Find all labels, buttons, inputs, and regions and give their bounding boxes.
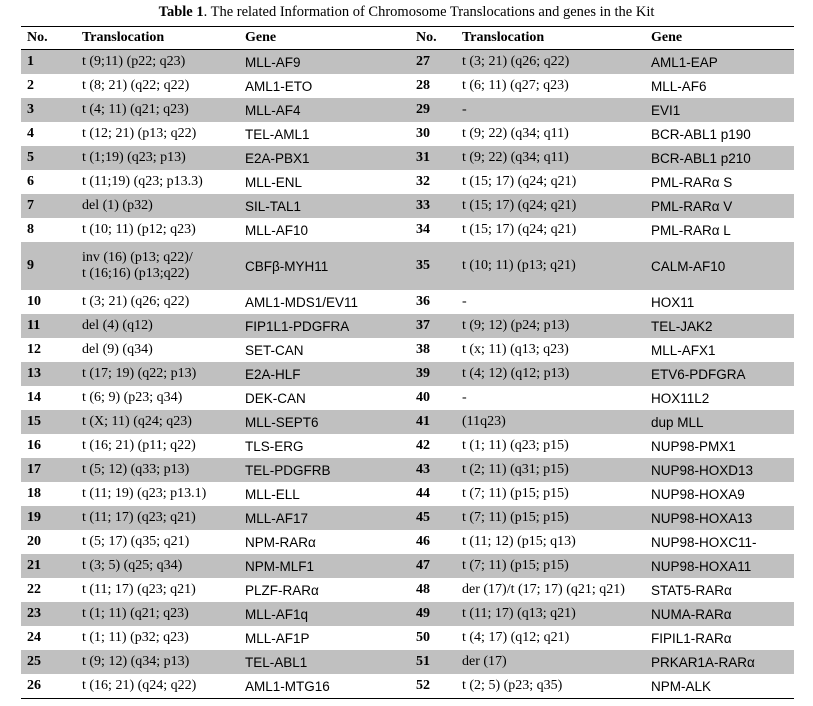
table-row	[21, 650, 794, 674]
row-translocation-right: t (9; 22) (q34; q11)	[462, 126, 569, 141]
table-row	[21, 362, 794, 386]
row-no-left: 2	[27, 78, 34, 93]
row-translocation-left: t (9; 12) (q34; p13)	[76, 650, 239, 674]
row-gene-right: NUP98-HOXA13	[645, 506, 794, 530]
row-gene-right: CALM-AF10	[645, 242, 794, 290]
row-no-left: 18	[27, 486, 41, 501]
header-no-right: No.	[410, 27, 456, 50]
table-row	[21, 50, 794, 75]
row-translocation-right: t (15; 17) (q24; q21)	[462, 174, 577, 189]
row-translocation-left: t (1; 11) (q21; q23)	[76, 602, 239, 626]
row-gene-left: MLL-AF1P	[245, 630, 310, 646]
row-gene-right: BCR-ABL1 p210	[645, 146, 794, 170]
table-row	[21, 674, 794, 699]
row-translocation-left: t (11; 17) (q23; q21)	[82, 582, 196, 597]
row-gene-left: E2A-PBX1	[239, 146, 410, 170]
header-translocation-right: Translocation	[456, 27, 645, 50]
row-translocation-left: t (11;19) (q23; p13.3)	[82, 174, 203, 189]
row-translocation-left: t (9;11) (p22; q23)	[76, 50, 239, 75]
row-no-right: 51	[410, 650, 456, 674]
table-row	[21, 242, 794, 290]
row-translocation-right: (11q23)	[456, 410, 645, 434]
row-translocation-right: t (10; 11) (p13; q21)	[456, 242, 645, 290]
row-translocation-left: t (X; 11) (q24; q23)	[76, 410, 239, 434]
header-no-left: No.	[21, 27, 76, 50]
row-no-left: 15	[21, 410, 76, 434]
row-no-left: 12	[27, 342, 41, 357]
row-gene-right: PML-RARα S	[651, 174, 733, 190]
row-gene-right: dup MLL	[645, 410, 794, 434]
table-row	[21, 554, 794, 578]
row-no-right: 39	[410, 362, 456, 386]
row-gene-left: MLL-SEPT6	[239, 410, 410, 434]
row-gene-right: NPM-ALK	[645, 674, 794, 699]
row-no-left: 22	[27, 582, 41, 597]
row-gene-left: NPM-RARα	[245, 534, 316, 550]
row-gene-left: MLL-AF9	[239, 50, 410, 75]
row-translocation-left: t (1;19) (q23; p13)	[76, 146, 239, 170]
row-gene-left: AML1-MDS1/EV11	[245, 294, 359, 310]
row-translocation-right: t (x; 11) (q13; q23)	[462, 342, 569, 357]
table-row	[21, 290, 794, 314]
table-row	[21, 458, 794, 482]
row-gene-right: PML-RARα V	[645, 194, 794, 218]
translocation-line-2: t (16;16) (p13;q22)	[82, 266, 190, 281]
table-row	[21, 338, 794, 362]
row-no-left: 1	[21, 50, 76, 75]
row-translocation-right: t (2; 11) (q31; p15)	[456, 458, 645, 482]
row-gene-left: MLL-ENL	[245, 174, 303, 190]
row-translocation-left: t (16; 21) (q24; q22)	[76, 674, 239, 699]
row-no-right: 46	[416, 534, 430, 549]
row-translocation-left: t (5; 12) (q33; p13)	[76, 458, 239, 482]
row-translocation-left: t (10; 11) (p12; q23)	[82, 222, 196, 237]
row-no-left: 9	[21, 242, 76, 290]
row-gene-right: EVI1	[645, 98, 794, 122]
table-row	[21, 626, 794, 650]
row-no-left: 24	[27, 630, 41, 645]
row-gene-right: STAT5-RARα	[651, 582, 732, 598]
row-translocation-right: t (3; 21) (q26; q22)	[456, 50, 645, 75]
row-translocation-left: del (1) (p32)	[76, 194, 239, 218]
row-gene-left: AML1-ETO	[245, 78, 313, 94]
row-translocation-right: -	[456, 98, 645, 122]
row-no-right: 45	[410, 506, 456, 530]
row-no-left: 20	[27, 534, 41, 549]
row-no-left: 7	[21, 194, 76, 218]
table-row	[21, 122, 794, 146]
row-no-right: 30	[416, 126, 430, 141]
table-row	[21, 170, 794, 194]
header-translocation-left: Translocation	[76, 27, 239, 50]
row-no-right: 34	[416, 222, 430, 237]
row-translocation-right: t (15; 17) (q24; q21)	[462, 222, 577, 237]
row-no-right: 52	[410, 674, 456, 699]
row-no-right: 42	[416, 438, 430, 453]
table-row	[21, 410, 794, 434]
table-row	[21, 218, 794, 242]
row-gene-right: MLL-AF6	[651, 78, 707, 94]
row-translocation-left: del (4) (q12)	[76, 314, 239, 338]
row-no-left: 10	[27, 294, 41, 309]
row-translocation-right: t (7; 11) (p15; p15)	[456, 554, 645, 578]
row-gene-right: NUP98-PMX1	[651, 438, 736, 454]
row-no-right: 36	[416, 294, 430, 309]
row-translocation-left: t (11; 19) (q23; p13.1)	[82, 486, 207, 501]
row-gene-right: FIPIL1-RARα	[651, 630, 732, 646]
row-no-left: 16	[27, 438, 41, 453]
row-gene-right: NUP98-HOXC11-	[651, 534, 757, 550]
table-row	[21, 74, 794, 98]
caption-label: Table 1	[158, 4, 204, 20]
row-no-right: 48	[416, 582, 430, 597]
row-no-right: 31	[410, 146, 456, 170]
row-translocation-right: t (4; 17) (q12; q21)	[462, 630, 570, 645]
row-gene-right: NUMA-RARα	[645, 602, 794, 626]
row-translocation-left	[76, 242, 239, 290]
row-translocation-left: t (3; 21) (q26; q22)	[82, 294, 190, 309]
row-no-left: 21	[21, 554, 76, 578]
row-translocation-left: t (4; 11) (q21; q23)	[76, 98, 239, 122]
row-gene-right: NUP98-HOXA11	[645, 554, 794, 578]
row-translocation-left: t (12; 21) (p13; q22)	[82, 126, 197, 141]
table-row	[21, 482, 794, 506]
table-row	[21, 386, 794, 410]
row-translocation-right: der (17)/t (17; 17) (q21; q21)	[462, 582, 625, 597]
row-no-left: 17	[21, 458, 76, 482]
row-no-right: 41	[410, 410, 456, 434]
row-gene-right: HOX11L2	[651, 390, 710, 406]
row-gene-left: MLL-AF17	[239, 506, 410, 530]
row-gene-left: DEK-CAN	[245, 390, 306, 406]
row-no-left: 4	[27, 126, 34, 141]
row-no-left: 6	[27, 174, 34, 189]
row-no-right: 32	[416, 174, 430, 189]
row-gene-left: FIP1L1-PDGFRA	[239, 314, 410, 338]
row-translocation-right: t (11; 12) (p15; q13)	[462, 534, 576, 549]
row-no-left: 3	[21, 98, 76, 122]
row-no-left: 26	[21, 674, 76, 699]
row-gene-left: TEL-ABL1	[239, 650, 410, 674]
table-row	[21, 314, 794, 338]
row-gene-right: NUP98-HOXA9	[651, 486, 745, 502]
row-no-right: 37	[410, 314, 456, 338]
table-caption	[0, 4, 813, 21]
row-gene-left: AML1-MTG16	[239, 674, 410, 699]
row-no-left: 13	[21, 362, 76, 386]
table-row	[21, 506, 794, 530]
row-translocation-right: -	[462, 390, 467, 405]
row-gene-right: BCR-ABL1 p190	[651, 126, 751, 142]
table-row	[21, 602, 794, 626]
row-no-left: 23	[21, 602, 76, 626]
row-translocation-left: t (6; 9) (p23; q34)	[82, 390, 183, 405]
row-no-left: 19	[21, 506, 76, 530]
row-no-left: 14	[27, 390, 41, 405]
row-translocation-right: t (2; 5) (p23; q35)	[456, 674, 645, 699]
row-translocation-right: t (4; 12) (q12; p13)	[456, 362, 645, 386]
row-translocation-right: t (7; 11) (p15; p15)	[456, 506, 645, 530]
row-gene-right: HOX11	[651, 294, 695, 310]
row-translocation-right: t (7; 11) (p15; p15)	[462, 486, 569, 501]
row-no-right: 33	[410, 194, 456, 218]
row-translocation-right: t (1; 11) (q23; p15)	[462, 438, 569, 453]
table-row	[21, 194, 794, 218]
row-translocation-right: -	[462, 294, 467, 309]
row-gene-left: SET-CAN	[245, 342, 304, 358]
row-gene-right: NUP98-HOXD13	[645, 458, 794, 482]
row-no-right: 43	[410, 458, 456, 482]
row-no-right: 40	[416, 390, 430, 405]
row-no-right: 35	[410, 242, 456, 290]
row-translocation-left: t (17; 19) (q22; p13)	[76, 362, 239, 386]
row-translocation-right: t (15; 17) (q24; q21)	[456, 194, 645, 218]
row-gene-left: E2A-HLF	[239, 362, 410, 386]
row-translocation-right: der (17)	[456, 650, 645, 674]
row-gene-left: CBFβ-MYH11	[239, 242, 410, 290]
row-no-left: 11	[21, 314, 76, 338]
row-gene-left: MLL-AF4	[239, 98, 410, 122]
caption-text: . The related Information of Chromosome Translocations and genes in the Kit	[203, 4, 655, 20]
row-gene-left: MLL-AF10	[245, 222, 309, 238]
translocation-line-1: inv (16) (p13; q22)/	[82, 250, 193, 265]
row-no-right: 28	[416, 78, 430, 93]
row-gene-right: MLL-AFX1	[651, 342, 716, 358]
row-no-right: 38	[416, 342, 430, 357]
row-gene-left: MLL-AF1q	[239, 602, 410, 626]
row-gene-left: TEL-PDGFRB	[239, 458, 410, 482]
row-translocation-left: del (9) (q34)	[82, 342, 153, 357]
row-translocation-left: t (5; 17) (q35; q21)	[82, 534, 190, 549]
row-gene-right: ETV6-PDFGRA	[645, 362, 794, 386]
header-gene-left: Gene	[239, 27, 410, 50]
row-no-right: 47	[410, 554, 456, 578]
row-gene-left: MLL-ELL	[245, 486, 300, 502]
row-translocation-left: t (3; 5) (q25; q34)	[76, 554, 239, 578]
row-translocation-right: t (9; 12) (p24; p13)	[456, 314, 645, 338]
table-row	[21, 434, 794, 458]
table-row	[21, 530, 794, 554]
row-no-right: 29	[410, 98, 456, 122]
translocation-table	[21, 26, 794, 699]
row-gene-left: TEL-AML1	[245, 126, 310, 142]
row-translocation-right: t (9; 22) (q34; q11)	[456, 146, 645, 170]
row-no-right: 27	[410, 50, 456, 75]
row-translocation-left: t (11; 17) (q23; q21)	[76, 506, 239, 530]
row-no-right: 50	[416, 630, 430, 645]
row-gene-left: PLZF-RARα	[245, 582, 319, 598]
row-gene-left: NPM-MLF1	[239, 554, 410, 578]
row-gene-right: AML1-EAP	[645, 50, 794, 75]
row-translocation-right: t (11; 17) (q13; q21)	[456, 602, 645, 626]
table-row	[21, 578, 794, 602]
row-gene-right: TEL-JAK2	[645, 314, 794, 338]
table-row	[21, 146, 794, 170]
row-translocation-left: t (8; 21) (q22; q22)	[82, 78, 190, 93]
row-no-right: 44	[416, 486, 430, 501]
table-row	[21, 98, 794, 122]
row-gene-right: PML-RARα L	[651, 222, 731, 238]
row-no-left: 25	[21, 650, 76, 674]
row-translocation-right: t (6; 11) (q27; q23)	[462, 78, 569, 93]
row-translocation-left: t (1; 11) (p32; q23)	[82, 630, 189, 645]
row-gene-left: SIL-TAL1	[239, 194, 410, 218]
row-gene-right: PRKAR1A-RARα	[645, 650, 794, 674]
row-gene-left: TLS-ERG	[245, 438, 304, 454]
row-no-left: 8	[27, 222, 34, 237]
row-no-left: 5	[21, 146, 76, 170]
row-translocation-left: t (16; 21) (p11; q22)	[82, 438, 196, 453]
header-gene-right: Gene	[645, 27, 794, 50]
row-no-right: 49	[410, 602, 456, 626]
header-row	[21, 27, 794, 50]
